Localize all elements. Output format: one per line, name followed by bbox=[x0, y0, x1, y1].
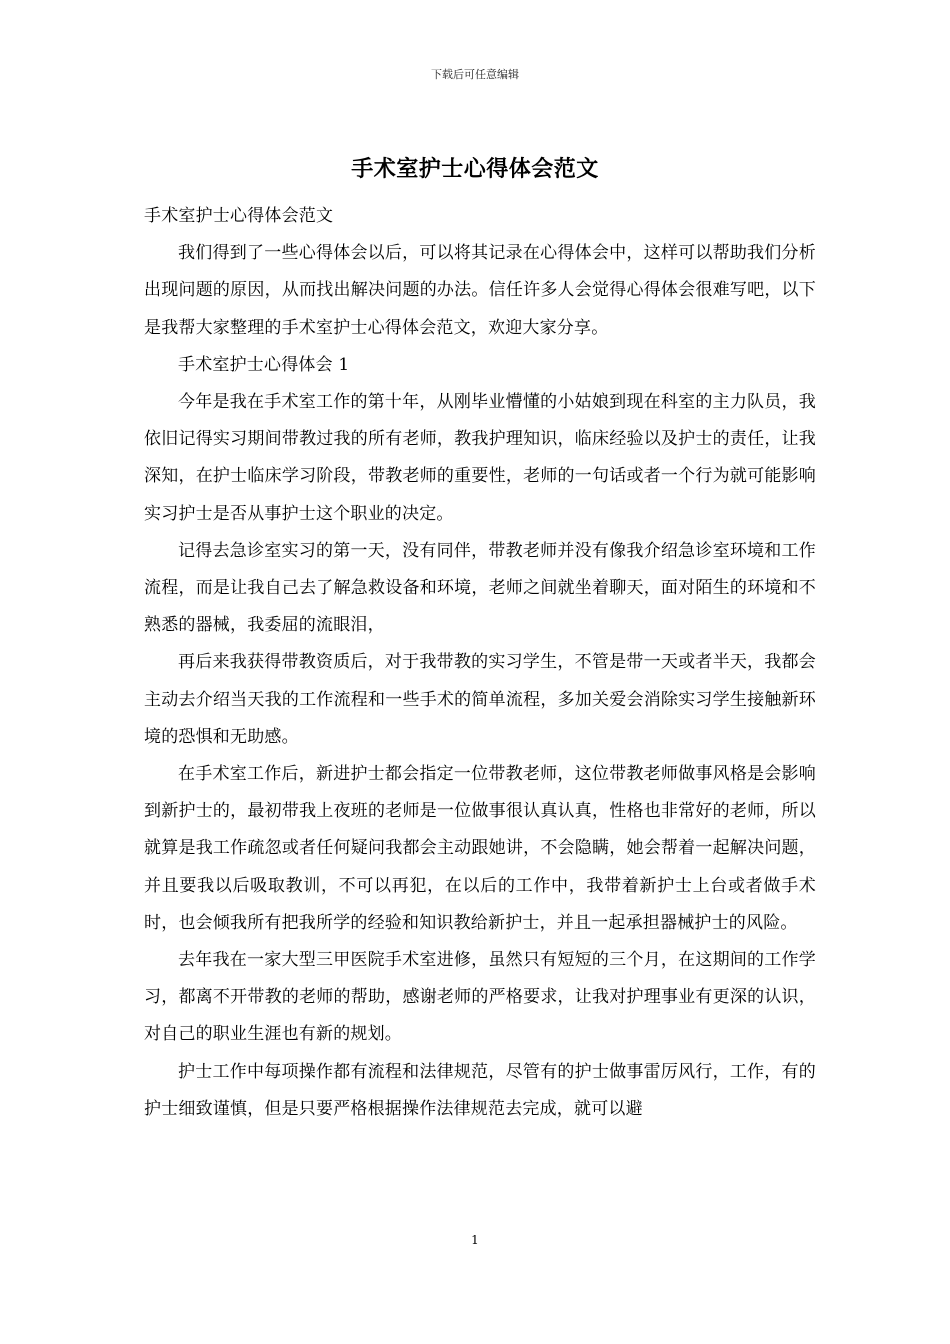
body-paragraph: 记得去急诊室实习的第一天，没有同伴，带教老师并没有像我介绍急诊室环境和工作流程，而是让我自己去了解急救设备和环境，老师之间就坐着聊天，面对陌生的环境和不熟悉的器械，我委屈的流眼泪， bbox=[144, 540, 816, 636]
section-heading: 手术室护士心得体会 1 bbox=[178, 354, 350, 375]
subtitle-paragraph: 手术室护士心得体会范文 bbox=[144, 206, 334, 226]
header-note: 下载后可任意编辑 bbox=[431, 68, 519, 81]
body-paragraph: 再后来我获得带教资质后，对于我带教的实习学生，不管是带一天或者半天，我都会主动去介绍当天我的工作流程和一些手术的简单流程，多加关爱会消除实习学生接触新环境的恐惧和无助感。 bbox=[144, 652, 816, 747]
page-number: 1 bbox=[471, 1233, 479, 1247]
body-paragraph: 护士工作中每项操作都有流程和法律规范，尽管有的护士做事雷厉风行，工作，有的护士细致谨慎，但是只要严格根据操作法律规范去完成，就可以避 bbox=[144, 1061, 816, 1119]
body-paragraph: 去年我在一家大型三甲医院手术室进修，虽然只有短短的三个月，在这期间的工作学习，都离不开带教的老师的帮助，感谢老师的严格要求，让我对护理事业有更深的认识，对自己的职业生涯也有新的规划。 bbox=[144, 950, 816, 1045]
document-body bbox=[144, 198, 816, 1128]
body-paragraph: 今年是我在手术室工作的第十年，从刚毕业懵懂的小姑娘到现在科室的主力队员，我依旧记得实习期间带教过我的所有老师，教我护理知识，临床经验以及护士的责任，让我深知，在护士临床学习阶段，带教老师的重要性，老师的一句话或者一个行为就可能影响实习护士是否从事护士这个职业的决定。 bbox=[144, 392, 816, 524]
body-paragraph: 在手术室工作后，新进护士都会指定一位带教老师，这位带教老师做事风格是会影响到新护士的，最初带我上夜班的老师是一位做事很认真认真，性格也非常好的老师，所以就算是我工作疏忽或者任何疑问我都会主动跟她讲，不会隐瞒，她会帮着一起解决问题，并且要我以后吸取教训，不可以再犯，在以后的工作中，我带着新护士上台或者做手术时，也会倾我所有把我所学的经验和知识教给新护士，并且一起承担器械护士的风险。 bbox=[144, 764, 816, 933]
document-title: 手术室护士心得体会范文 bbox=[351, 156, 599, 182]
body-paragraph: 我们得到了一些心得体会以后，可以将其记录在心得体会中，这样可以帮助我们分析出现问题的原因，从而找出解决问题的办法。信任许多人会觉得心得体会很难写吧，以下是我帮大家整理的手术室护士心得体会范文，欢迎大家分享。 bbox=[144, 243, 816, 338]
